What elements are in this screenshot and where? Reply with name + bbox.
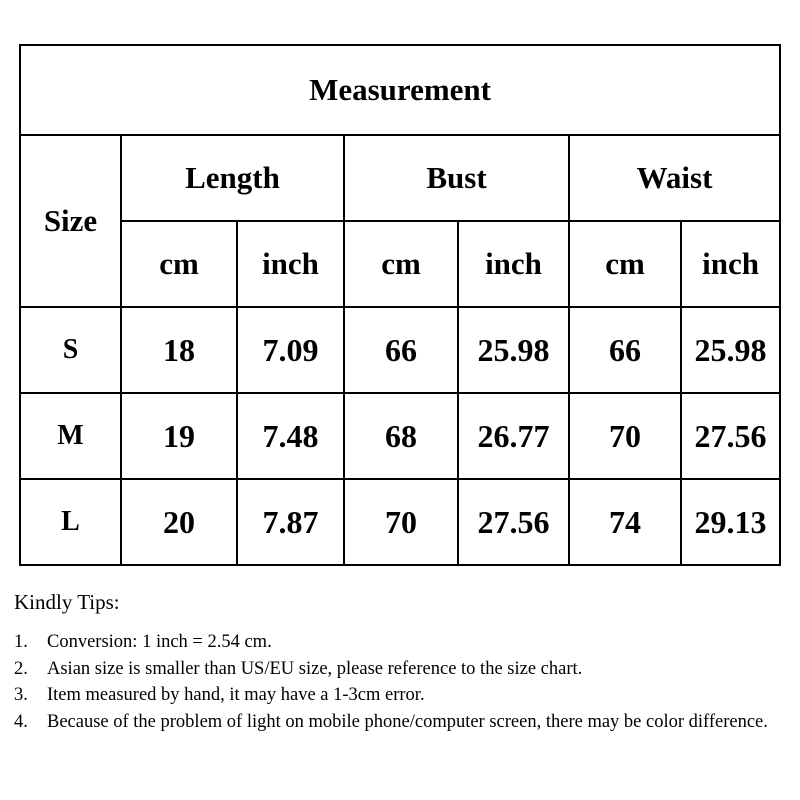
list-item-number: 4. <box>14 711 28 732</box>
size-cell: M <box>20 393 121 479</box>
value-cell: 74 <box>569 479 681 565</box>
list-item-number: 3. <box>14 685 28 705</box>
unit-header: cm <box>121 221 237 307</box>
value-cell: 27.56 <box>681 393 780 479</box>
value-cell: 25.98 <box>458 307 569 393</box>
value-cell: 7.87 <box>237 479 344 565</box>
value-cell: 7.48 <box>237 393 344 479</box>
unit-header: inch <box>681 221 780 307</box>
list-item-number: 2. <box>14 658 28 679</box>
unit-header: cm <box>344 221 458 307</box>
value-cell: 19 <box>121 393 237 479</box>
list-item <box>14 682 784 709</box>
value-cell: 68 <box>344 393 458 479</box>
unit-header: cm <box>569 221 681 307</box>
list-item <box>14 629 784 656</box>
value-cell: 29.13 <box>681 479 780 565</box>
table-row <box>20 479 780 565</box>
unit-header: inch <box>237 221 344 307</box>
size-cell: S <box>20 307 121 393</box>
value-cell: 7.09 <box>237 307 344 393</box>
unit-header: inch <box>458 221 569 307</box>
size-chart-table <box>19 44 781 566</box>
table-title: Measurement <box>20 45 780 135</box>
list-item-text: Asian size is smaller than US/EU size, please reference to the size chart. <box>47 658 583 679</box>
value-cell: 27.56 <box>458 479 569 565</box>
size-header: Size <box>20 135 121 307</box>
value-cell: 66 <box>344 307 458 393</box>
list-item-text: Item measured by hand, it may have a 1-3cm error. <box>47 685 425 705</box>
tips-title: Kindly Tips: <box>14 590 120 614</box>
value-cell: 66 <box>569 307 681 393</box>
value-cell: 20 <box>121 479 237 565</box>
group-header-waist: Waist <box>569 135 780 221</box>
tips-section <box>14 590 784 735</box>
tips-list <box>14 629 784 735</box>
value-cell: 70 <box>344 479 458 565</box>
group-header-length: Length <box>121 135 344 221</box>
value-cell: 25.98 <box>681 307 780 393</box>
list-item-text: Conversion: 1 inch = 2.54 cm. <box>47 632 272 652</box>
value-cell: 26.77 <box>458 393 569 479</box>
size-cell: L <box>20 479 121 565</box>
list-item <box>14 656 784 683</box>
table-row <box>20 393 780 479</box>
table-row <box>20 307 780 393</box>
list-item <box>14 709 784 736</box>
group-header-bust: Bust <box>344 135 569 221</box>
value-cell: 18 <box>121 307 237 393</box>
list-item-text: Because of the problem of light on mobile phone/computer screen, there may be color difference. <box>47 711 768 732</box>
value-cell: 70 <box>569 393 681 479</box>
list-item-number: 1. <box>14 632 28 652</box>
